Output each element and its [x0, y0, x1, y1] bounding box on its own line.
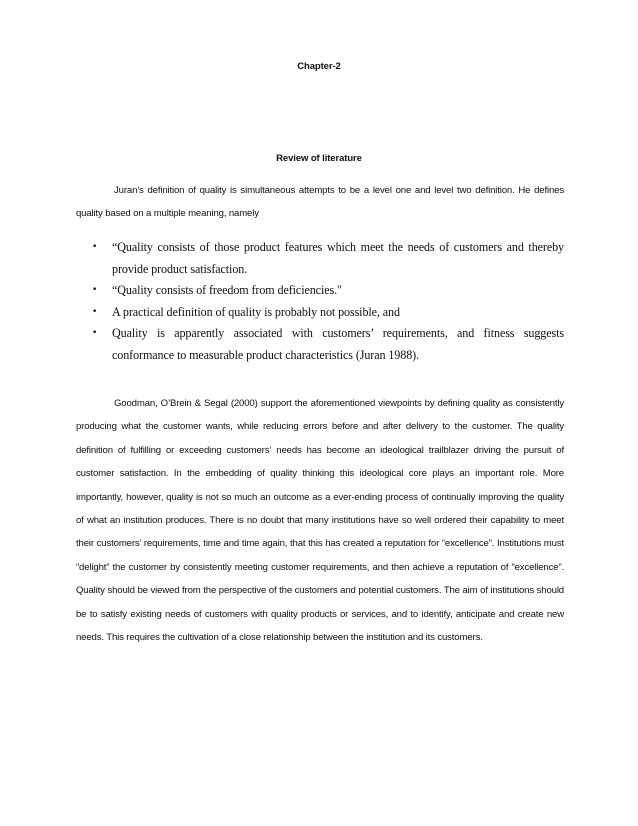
bullet-icon: •	[92, 285, 98, 295]
bullet-icon: •	[92, 328, 98, 338]
chapter-heading: Chapter-2	[297, 61, 341, 72]
list-item-text: “Quality consists of those product features which meet the needs of customers and thereby provide product satisfaction.	[112, 240, 564, 276]
list-item	[76, 237, 564, 280]
list-item-text: “Quality consists of freedom from deficiencies."	[112, 283, 342, 297]
section-heading: Review of literature	[276, 153, 362, 164]
intro-paragraph: Juran’s definition of quality is simultaneous attempts to be a level one and level two definition. He defines quality based on a multiple meaning, namely	[76, 185, 564, 220]
list-item	[76, 280, 564, 302]
list-item	[76, 302, 564, 324]
bullet-icon: •	[92, 306, 98, 317]
bullet-icon: •	[92, 242, 98, 252]
list-item	[76, 323, 564, 366]
list-item-text: Quality is apparently associated with customers’ requirements, and fitness suggests conformance to measurable product characteristics (Juran 1988).	[112, 326, 564, 362]
quality-definitions-list	[76, 237, 564, 366]
body-paragraph: Goodman, O’Brein & Segal (2000) support the aforementioned viewpoints by defining quality as consistently producing what the customer wants, while reducing errors before and after delivery to the customer. The quality definition of fulfilling or exceeding customers‘ needs has become an ideological trailblazer driving the pursuit of customer satisfaction. In the embedding of quality thinking this ideological core plays an important role. More importantly, however, quality is not so much an outcome as a ever-ending process of continually improving the quality of what an institution produces. There is no doubt that many institutions have so well ordered their capability to meet their customers’ requirements, time and time again, that this has created a reputation for “excellence”. Institutions must “delight” the customer by consistently meeting customer requirements, and then achieve a reputation of “excellence”. Quality should be viewed from the perspective of the customers and potential customers. The aim of institutions should be to satisfy existing needs of customers with quality products or services, and to identify, anticipate and create new needs. This requires the cultivation of a close relationship between the institution and its customers.	[76, 398, 564, 644]
list-item-text: A practical definition of quality is probably not possible, and	[112, 304, 400, 319]
